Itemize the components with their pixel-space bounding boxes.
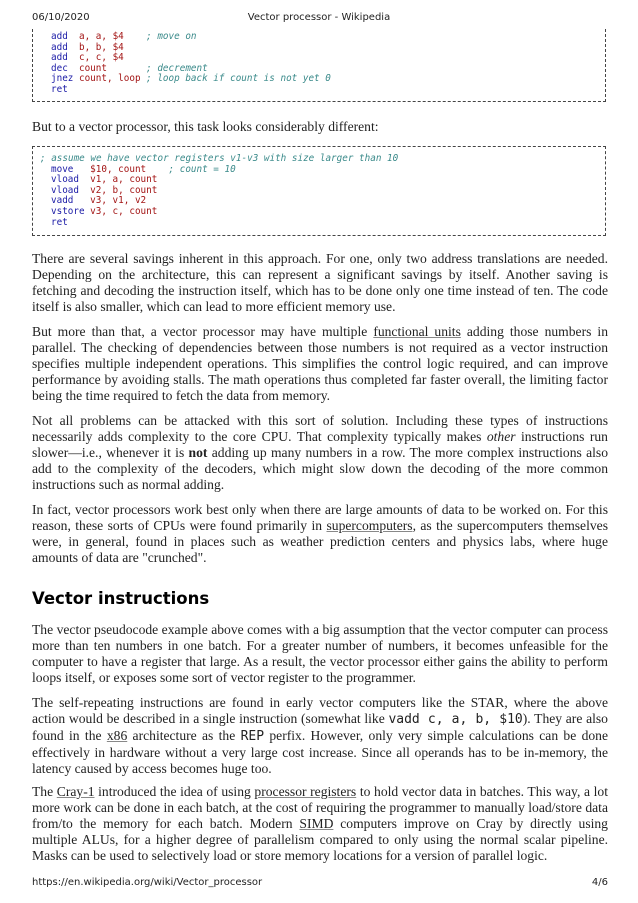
code-operands: v3, c, count: [90, 205, 158, 217]
text-span: ). They are also found in the: [32, 711, 608, 743]
code-opcode: vload: [51, 184, 79, 196]
paragraph-supercomputers: [32, 502, 608, 566]
code-opcode: add: [51, 31, 68, 42]
text-span: adding those numbers in parallel. The checking of dependencies between those numbers is not required as a vector instruction specifies multiple independent operations. This simplifies the control logic required, and can improve performance by avoiding stalls. The math operations thus completed far faster overall, the limiting factor being the time required to fetch the data from memory.: [32, 324, 608, 403]
text-span: introduced the idea of using: [94, 784, 255, 799]
code-operands: c, c, $4: [78, 52, 124, 64]
code-opcode: add: [51, 52, 68, 64]
strong-not: not: [188, 445, 208, 460]
paragraph-functional-units: [32, 324, 608, 404]
print-title: Vector processor - Wikipedia: [247, 12, 391, 23]
text-span: adding up many numbers in a row. The more complex instructions also add to the complexity of the decoders, which might slow down the decoding of the more common instructions such as normal adding.: [32, 445, 608, 492]
code-operands: b, b, $4: [78, 41, 124, 53]
code-comment: ; move on: [146, 31, 197, 42]
text-span: But more than that, a vector processor may have multiple: [32, 324, 374, 339]
link-x86[interactable]: x86: [106, 728, 128, 743]
code-opcode: ret: [51, 216, 68, 228]
intro-sentence: But to a vector processor, this task looks considerably different:: [32, 119, 379, 134]
text-span: The self-repeating instructions are found in early vector computers like the STAR, where the above action would be described in a single instruction (somewhat like: [32, 695, 608, 726]
text-span: architecture as the: [127, 728, 241, 743]
code-comment: ; assume we have vector registers v1-v3 with size larger than 10: [40, 153, 399, 164]
code-operands: count: [78, 62, 107, 74]
code-comment: ; count = 10: [168, 163, 236, 175]
print-date: 06/10/2020: [32, 12, 90, 23]
text-span: Not all problems can be attacked with this sort of solution. Including these types of instructions necessarily adds complexity to the core CPU. That complexity typically makes: [32, 413, 608, 444]
code-line: [51, 207, 605, 218]
text-span: computers improve on Cray by directly using multiple ALUs, for a higher degree of parallelism compared to only using the normal scalar pipeline. Masks can be used to selectively load or store memory locations for a version of parallel logic.: [32, 816, 608, 863]
paragraph-batch-assumption: The vector pseudocode example above comes with a big assumption that the vector computer can process more than ten numbers in one batch. For a greater number of numbers, it becomes unfeasible for the computer to have a register that large. As a result, the vector processor either gains the ability to perform loops itself, or exposes some sort of vector register to the programmer.: [32, 622, 608, 685]
link-supercomputers[interactable]: supercomputers: [326, 518, 413, 533]
text-span: In fact, vector processors work best only when there are large amounts of data to be worked on. For this reason, these sorts of CPUs were found primarily in: [32, 502, 608, 533]
code-comment: ; loop back if count is not yet 0: [146, 73, 331, 85]
code-line: [51, 85, 605, 96]
inline-code-vadd: vadd c, a, b, $10: [388, 712, 523, 727]
code-operands: v2, b, count: [90, 184, 158, 196]
section-heading-vector-instructions: Vector instructions: [32, 589, 210, 608]
text-span: instructions run slower—i.e., whenever it is: [32, 429, 608, 460]
code-operands: $10, count: [90, 163, 147, 175]
code-opcode: vadd: [51, 195, 74, 207]
code-line: [51, 218, 605, 229]
code-operands: v3, v1, v2: [90, 195, 147, 207]
link-cray-1[interactable]: Cray-1: [56, 784, 95, 799]
code-block-scalar: [32, 29, 606, 102]
code-opcode: move: [51, 163, 74, 175]
code-opcode: ret: [51, 83, 68, 95]
emphasis-other: other: [486, 429, 516, 444]
code-operands: v1, a, count: [90, 174, 158, 186]
code-opcode: vstore: [51, 205, 85, 217]
code-comment: ; decrement: [146, 62, 208, 74]
link-functional-units[interactable]: functional units: [373, 324, 461, 339]
paragraph-self-repeating: [32, 695, 608, 777]
code-opcode: vload: [51, 174, 79, 186]
text-span: The: [32, 784, 57, 799]
text-span: perfix. However, only very simple calculations can be done effectively in hardware without a very large cost increase. Since all operands has to be in-memory, the latency caused by access becomes huge too.: [32, 728, 609, 776]
paragraph-complexity: [32, 413, 608, 493]
code-operands: count, loop: [78, 73, 141, 85]
code-line: [51, 32, 605, 43]
page-number: 4/6: [591, 877, 608, 888]
code-operands: a, a, $4: [78, 31, 124, 42]
link-processor-registers[interactable]: processor registers: [254, 784, 357, 799]
code-block-vector: [32, 146, 606, 236]
paragraph-cray: [32, 784, 608, 864]
text-span: to hold vector data in batches. This way, a lot more work can be done in each batch, at the cost of requiring the programmer to manually load/store data from/to the memory for each batch. Modern: [32, 784, 608, 831]
code-opcode: add: [51, 41, 68, 53]
text-span: , as the supercomputers themselves were, in general, found in places such as weather prediction centers and physics labs, where huge amounts of data are "crunched".: [32, 518, 608, 565]
code-line: [51, 43, 605, 54]
code-line: [51, 53, 605, 64]
paragraph-savings: There are several savings inherent in this approach. For one, only two address translations are needed. Depending on the architecture, this can represent a significant savings by itself. Another saving is fetching and decoding the instruction itself, which has to be done only one time instead of ten. The code itself is also smaller, which can lead to more efficient memory use.: [32, 251, 608, 314]
code-opcode: jnez: [51, 73, 74, 85]
inline-code-rep: REP: [240, 729, 265, 744]
code-opcode: dec: [51, 62, 68, 74]
code-line: [51, 74, 605, 85]
link-simd[interactable]: SIMD: [299, 816, 334, 831]
print-url: https://en.wikipedia.org/wiki/Vector_processor: [32, 877, 263, 888]
